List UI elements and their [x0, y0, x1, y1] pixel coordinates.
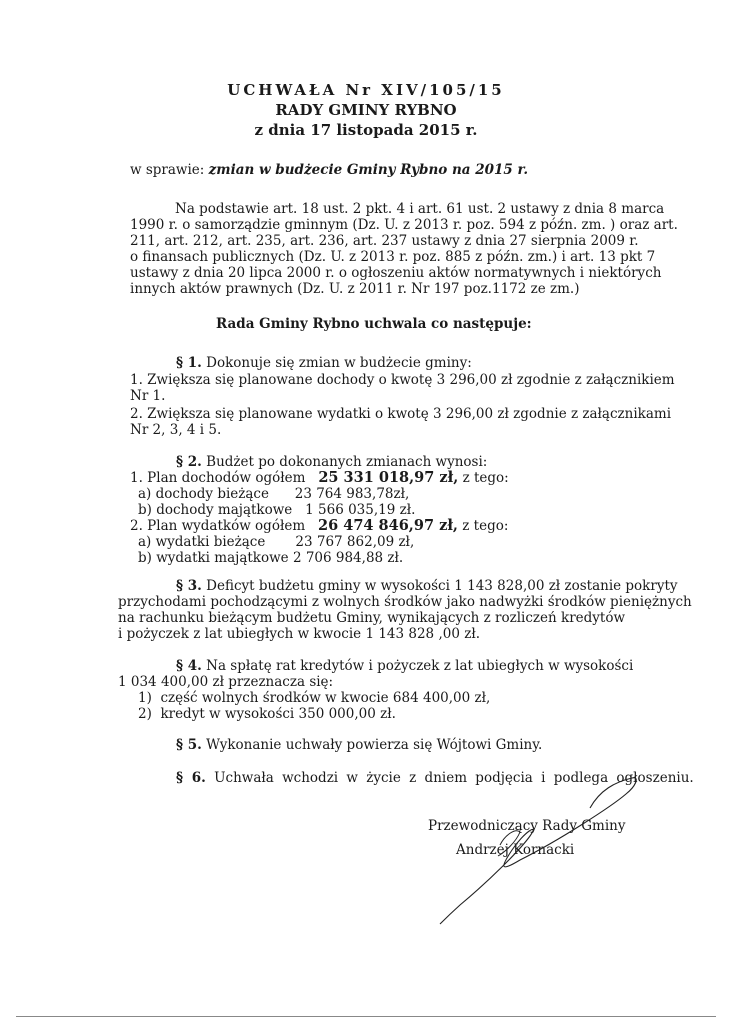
- section-1-item-1-cont: Nr 1.: [130, 388, 166, 404]
- section-1-intro-text: Dokonuje się zmian w budżecie gminy:: [206, 355, 472, 371]
- section-1-item-1: 1. Zwiększa się planowane dochody o kwotę 3 296,00 zł zgodnie z załącznikiem: [130, 372, 675, 388]
- income-property: b) dochody majątkowe 1 566 035,19 zł.: [138, 502, 416, 518]
- resolves-heading: Rada Gminy Rybno uchwala co następuje:: [216, 316, 532, 332]
- expense-suffix: z tego:: [462, 518, 509, 534]
- basis-line-2: 1990 r. o samorządzie gminnym (Dz. U. z 2013 r. poz. 594 z późn. zm. ) oraz art.: [130, 217, 678, 233]
- expense-label: 2. Plan wydatków ogółem: [130, 518, 306, 534]
- subject-prefix: w sprawie:: [130, 162, 205, 178]
- income-suffix: z tego:: [462, 470, 509, 486]
- expense-current: a) wydatki bieżące 23 767 862,09 zł,: [138, 534, 415, 550]
- section-3-line-3: na rachunku bieżącym budżetu Gminy, wynikających z rozliczeń kredytów: [118, 610, 626, 626]
- basis-line-1: Na podstawie art. 18 ust. 2 pkt. 4 i art. 61 ust. 2 ustawy z dnia 8 marca: [175, 201, 665, 217]
- signature-role: Przewodniczący Rady Gminy: [428, 818, 626, 834]
- resolution-date: z dnia 17 listopada 2015 r.: [254, 121, 478, 139]
- section-4-mark: § 4.: [176, 658, 202, 674]
- section-3-line-4: i pożyczek z lat ubiegłych w kwocie 1 143 828 ,00 zł.: [118, 626, 480, 642]
- section-2-intro-text: Budżet po dokonanych zmianach wynosi:: [206, 454, 488, 470]
- section-3-text-1: Deficyt budżetu gminy w wysokości 1 143 828,00 zł zostanie pokryty: [206, 578, 678, 594]
- section-1-item-2-cont: Nr 2, 3, 4 i 5.: [130, 422, 222, 438]
- page-edge-line: [16, 1016, 716, 1017]
- section-5-text: Wykonanie uchwały powierza się Wójtowi Gminy.: [206, 737, 543, 753]
- income-label: 1. Plan dochodów ogółem: [130, 470, 306, 486]
- section-6-mark: § 6.: [176, 770, 206, 786]
- section-6-text: Uchwała wchodzi w życie z dniem podjęcia i podlega ogłoszeniu.: [214, 770, 694, 786]
- income-current: a) dochody bieżące 23 764 983,78zł,: [138, 486, 410, 502]
- expense-property: b) wydatki majątkowe 2 706 984,88 zł.: [138, 550, 404, 566]
- section-4-item-1: 1) część wolnych środków w kwocie 684 400,00 zł,: [138, 690, 491, 706]
- section-4-text-1: Na spłatę rat kredytów i pożyczek z lat ubiegłych w wysokości: [206, 658, 634, 674]
- basis-line-4: o finansach publicznych (Dz. U. z 2013 r. poz. 885 z późn. zm.) i art. 13 pkt 7: [130, 249, 656, 265]
- section-4-item-2: 2) kredyt w wysokości 350 000,00 zł.: [138, 706, 396, 722]
- section-3-line-2: przychodami pochodzącymi z wolnych środków jako nadwyżki środków pieniężnych: [118, 594, 692, 610]
- section-2-mark: § 2.: [176, 454, 202, 470]
- basis-line-5: ustawy z dnia 20 lipca 2000 r. o ogłoszeniu aktów normatywnych i niektórych: [130, 265, 662, 281]
- section-4-line-2: 1 034 400,00 zł przeznacza się:: [118, 674, 334, 690]
- income-total: 25 331 018,97 zł,: [318, 469, 459, 486]
- resolution-title: UCHWAŁA Nr XIV/105/15: [227, 81, 505, 99]
- basis-line-6: innych aktów prawnych (Dz. U. z 2011 r. Nr 197 poz.1172 ze zm.): [130, 281, 580, 297]
- section-1-mark: § 1.: [176, 355, 202, 371]
- subject-text: zmian w budżecie Gminy Rybno na 2015 r.: [208, 162, 529, 178]
- section-5-mark: § 5.: [176, 737, 202, 753]
- section-3-mark: § 3.: [176, 578, 202, 594]
- signature-name: Andrzej Kornacki: [456, 842, 575, 858]
- section-1-item-2: 2. Zwiększa się planowane wydatki o kwotę 3 296,00 zł zgodnie z załącznikami: [130, 406, 672, 422]
- expense-total: 26 474 846,97 zł,: [318, 517, 458, 534]
- basis-line-3: 211, art. 212, art. 235, art. 236, art. 237 ustawy z dnia 27 sierpnia 2009 r.: [130, 233, 639, 249]
- council-name: RADY GMINY RYBNO: [275, 101, 457, 119]
